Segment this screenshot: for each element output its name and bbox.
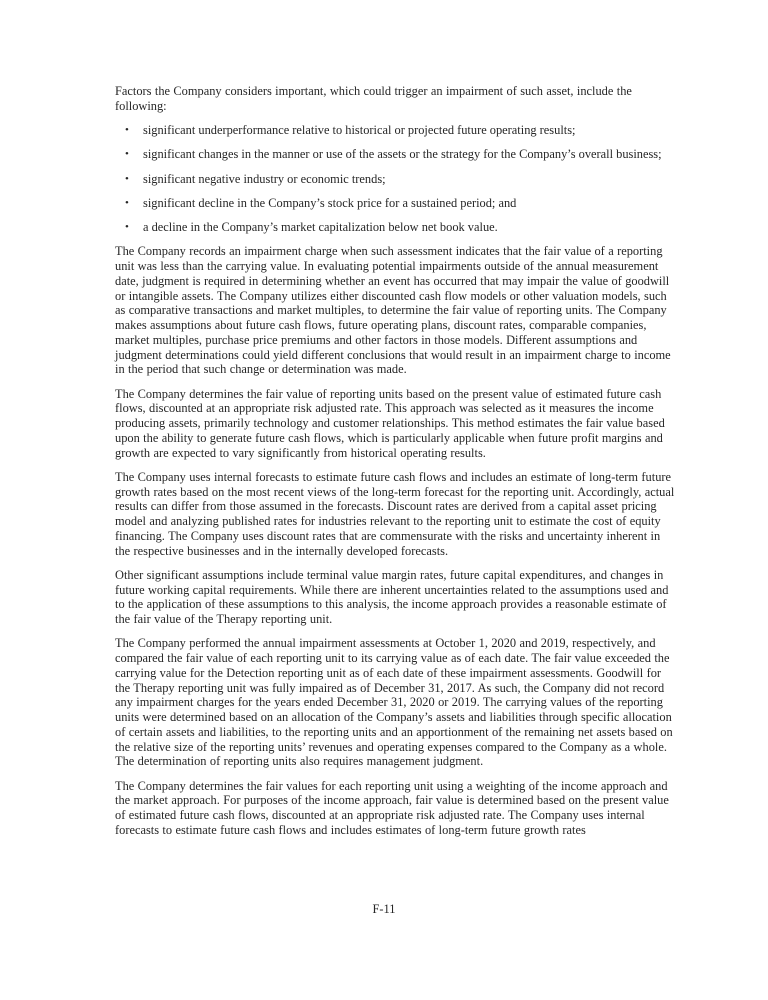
body-paragraph: The Company uses internal forecasts to estimate future cash flows and includes an estimate of long-term future growth rates based on the most recent views of the long-term forecast for the reporting unit. Accordingly, actual results can differ from those assumed in the forecasts. Discount rates are derived from a capital asset pricing model and analyzing published rates for industries relevant to the reporting unit to estimate the cost of equity financing. The Company uses discount rates that are commensurate with the risks and uncertainty inherent in the respective businesses and in the internally developed forecasts. — [115, 469, 675, 558]
list-item — [115, 220, 678, 235]
body-paragraph: The Company determines the fair value of reporting units based on the present value of estimated future cash flows, discounted at an appropriate risk adjusted rate. This approach was selected as it measures the income producing assets, primarily technology and customer relationships. This method estimates the fair value based upon the ability to generate future cash flows, which is particularly applicable when future profit margins and growth are expected to vary significantly from historical operating results. — [115, 386, 665, 460]
bullet-text: significant underperformance relative to historical or projected future operating results; — [143, 123, 576, 137]
page-number: F-11 — [372, 902, 396, 916]
bullet-icon: • — [125, 221, 129, 233]
body-paragraph: The Company records an impairment charge when such assessment indicates that the fair value of a reporting unit was less than the carrying value. In evaluating potential impairments outside of the annual measurement date, judgment is required in determining whether an event has occurred that may impair the value of goodwill or intangible assets. The Company utilizes either discounted cash flow models or other valuation models, such as comparative transactions and market multiples, to determine the fair value of reporting units. The Company makes assumptions about future cash flows, future operating plans, discount rates, comparable companies, market multiples, purchase price premiums and other factors in those models. Different assumptions and judgment determinations could yield different conclusions that would result in an impairment charge to income in the period that such change or determination was made. — [115, 244, 671, 377]
body-paragraph: The Company determines the fair values for each reporting unit using a weighting of the income approach and the market approach. For purposes of the income approach, fair value is determined based on the present value of estimated future cash flows, discounted at an appropriate risk adjusted rate. The Company uses internal forecasts to estimate future cash flows and includes estimates of long-term future growth rates — [115, 778, 669, 837]
bullet-icon: • — [125, 172, 129, 185]
bullet-text: significant changes in the manner or use of the assets or the strategy for the Company’s overall business; — [143, 147, 662, 162]
bullet-text: significant negative industry or economic trends; — [143, 171, 386, 186]
bullet-text: significant decline in the Company’s stock price for a sustained period; and — [143, 195, 517, 210]
bullet-list — [115, 123, 678, 235]
bullet-text: a decline in the Company’s market capitalization below net book value. — [143, 220, 498, 234]
list-item — [115, 196, 678, 211]
list-item — [115, 147, 678, 162]
bullet-icon: • — [125, 148, 129, 161]
bullet-icon: • — [125, 196, 129, 209]
intro-paragraph: Factors the Company considers important, which could trigger an impairment of such asset, include the following: — [115, 84, 632, 113]
list-item — [115, 123, 678, 138]
list-item — [115, 172, 678, 187]
body-paragraph: Other significant assumptions include terminal value margin rates, future capital expenditures, and changes in future working capital requirements. While there are inherent uncertainties related to the assumptions used and to the application of these assumptions to this analysis, the income approach provides a reasonable estimate of the fair value of the Therapy reporting unit. — [115, 567, 669, 626]
body-paragraph: The Company performed the annual impairment assessments at October 1, 2020 and 2019, respectively, and compared the fair value of each reporting unit to its carrying value as of each date. The fair value exceeded the carrying value for the Detection reporting unit as of each date of these impairment assessments. Goodwill for the Therapy reporting unit was fully impaired as of December 31, 2017. As such, the Company did not record any impairment charges for the years ended December 31, 2020 or 2019. The carrying values of the reporting units were determined based on an allocation of the Company’s assets and liabilities through specific allocation of certain assets and liabilities, to the reporting units and an apportionment of the remaining net assets based on the relative size of the reporting units’ revenues and operating expenses compared to the Company as a whole. The determination of reporting units also requires management judgment. — [115, 636, 673, 769]
bullet-icon: • — [125, 124, 129, 136]
